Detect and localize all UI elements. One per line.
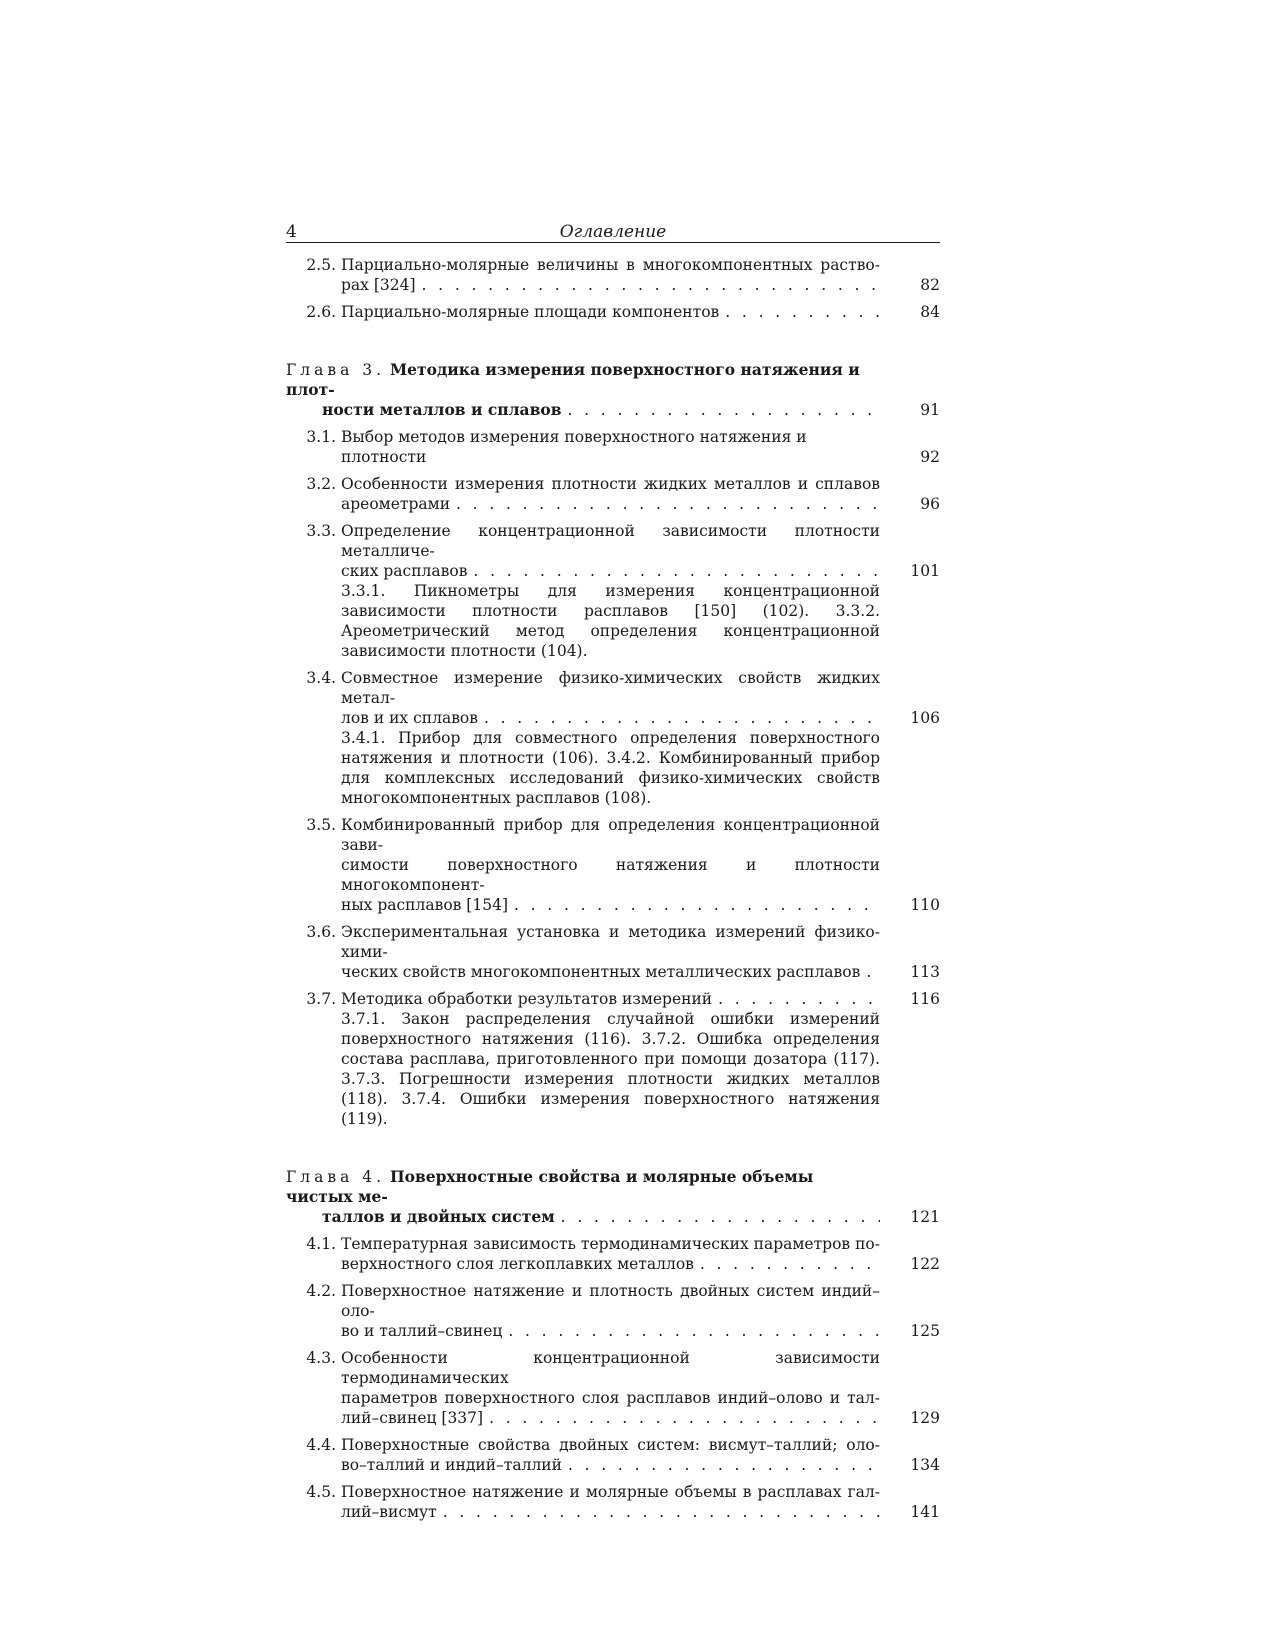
chapter-title-line [286,360,880,400]
entry-leader [341,1321,880,1341]
toc-entry [286,427,940,467]
entry-body [341,668,940,728]
entry-body [341,989,940,1009]
chapter-label: Глава 3. [286,361,386,379]
entry-body [341,1234,940,1274]
toc-entry [286,302,940,322]
entry-text: верхностного слоя легкоплавких металлов [341,1255,694,1273]
toc-entry [286,1234,940,1274]
entry-row [341,275,940,295]
chapter-title: Поверхностные свойства и молярные объемы чистых ме- [286,1167,814,1206]
toc-entry-line [286,1348,940,1428]
entry-title-line: Экспериментальная установка и методика измерений физико-хими- [341,923,880,961]
toc-entry [286,1482,940,1522]
entry-text: лов и их сплавов [341,709,478,727]
entry-page: 96 [920,495,940,513]
entry-page: 141 [910,1503,940,1521]
entry-page: 134 [910,1456,940,1474]
entry-text: ческих свойств многокомпонентных металлических расплавов [341,963,861,981]
entry-text: ных расплавов [154] [341,896,508,914]
entry-single-row [341,427,940,467]
entry-page: 129 [910,1409,940,1427]
entry-number: 4.5. [306,1483,336,1501]
entry-page: 116 [910,990,940,1008]
entry-subsections: 3.3.1. Пикнометры для измерения концентрационной зависимости плотности расплавов [150] (102). 3.3.2. Ареометрический метод определения концентрационной зависимости плотности (104). [341,582,880,660]
entry-title-line: Температурная зависимость термодинамических параметров по- [341,1235,880,1253]
toc-entry [286,521,940,661]
toc-entry-line [286,474,940,514]
entry-number: 3.4. [306,669,336,687]
dot-leader [567,400,880,420]
entry-page: 113 [910,963,940,981]
toc-entry-line [286,255,940,295]
entry-page: 92 [920,448,940,466]
entry-row [341,895,940,915]
entry-text: Парциально-молярные площади компонентов [341,303,720,321]
toc-page [286,214,940,1522]
entry-leader [341,1502,880,1522]
toc-entry [286,255,940,295]
dot-leader [456,494,880,514]
chapter-heading [286,1167,940,1227]
toc-entry [286,1348,940,1428]
entry-row [341,494,940,514]
entry-title: Выбор методов измерения поверхностного натяжения и плотности [341,428,807,466]
toc-entry [286,1281,940,1341]
entry-title-line: Определение концентрационной зависимости плотности металличе- [341,522,880,560]
entry-title-line: Особенности концентрационной зависимости термодинамических [341,1349,880,1387]
entry-leader [341,302,880,322]
dot-leader [473,561,880,581]
entry-number: 2.5. [306,256,336,274]
entry-leader [341,1254,880,1274]
entry-row [341,962,940,982]
entry-title-line: Поверхностные свойства двойных систем: висмут–таллий; оло- [341,1436,880,1454]
entry-row [341,561,940,581]
entry-body [341,922,940,982]
toc-entry-line [286,668,940,728]
entry-body [341,302,940,322]
dot-leader [443,1502,880,1522]
entry-leader [341,1455,880,1475]
entry-page: 106 [910,709,940,727]
entry-row [341,302,940,322]
chapter-row [286,400,940,420]
entry-title-line: Поверхностное натяжение и плотность двойных систем индий–оло- [341,1282,880,1320]
entry-body [341,427,940,467]
chapter-leader [286,400,880,420]
entry-page: 82 [920,276,940,294]
entry-leader [341,708,880,728]
entry-body [341,1348,940,1428]
entry-leader [341,561,880,581]
toc-entry-line [286,302,940,322]
entry-number: 3.6. [306,923,336,941]
chapter-text: ности металлов и сплавов [322,400,562,419]
entry-row [341,1502,940,1522]
dot-leader [725,302,880,322]
entry-row [341,1455,940,1475]
entry-text: во–таллий и индий–таллий [341,1456,562,1474]
dot-leader [561,1207,880,1227]
running-header [286,214,940,243]
entry-body [341,1482,940,1522]
entry-number: 3.2. [306,475,336,493]
entry-page: 122 [910,1255,940,1273]
chapter-page: 121 [910,1208,940,1226]
chapter-label: Глава 4. [286,1168,386,1186]
entry-title-line: параметров поверхностного слоя расплавов индий–олово и тал- [341,1389,880,1407]
entry-number: 4.2. [306,1282,336,1300]
entry-number: 4.3. [306,1349,336,1367]
entry-number: 3.5. [306,816,336,834]
entry-page: 101 [910,562,940,580]
toc-entry [286,815,940,915]
entry-row [341,1408,940,1428]
toc-entry-line [286,1281,940,1341]
toc-entry-line [286,521,940,581]
dot-leader [422,275,880,295]
entry-text: лий–свинец [337] [341,1409,484,1427]
table-of-contents [286,255,940,1522]
entry-title-line: Комбинированный прибор для определения концентрационной зави- [341,816,880,854]
entry-number: 3.3. [306,522,336,540]
toc-entry-line [286,815,940,915]
dot-leader [718,989,880,1009]
entry-text: Методика обработки результатов измерений [341,990,713,1008]
entry-leader [341,494,880,514]
entry-number: 4.1. [306,1235,336,1253]
entry-title-line: Особенности измерения плотности жидких металлов и сплавов [341,475,880,493]
entry-text: лий–висмут [341,1503,437,1521]
chapter-title-line [286,1167,880,1207]
entry-title-line: Поверхностное натяжение и молярные объемы в расплавах гал- [341,1483,880,1501]
chapter-heading [286,360,940,420]
entry-leader [341,275,880,295]
entry-number: 3.1. [306,428,336,446]
entry-body [341,521,940,581]
chapter-title: Методика измерения поверхностного натяжения и плот- [286,360,860,399]
page-number: 4 [286,222,297,242]
dot-leader [489,1408,880,1428]
running-title: Оглавление [559,222,667,242]
entry-body [341,474,940,514]
toc-entry-line [286,1234,940,1274]
toc-entry [286,1435,940,1475]
toc-entry [286,922,940,982]
entry-number: 2.6. [306,303,336,321]
toc-entry-line [286,427,940,467]
entry-body [341,1281,940,1341]
entry-row [341,1321,940,1341]
dot-leader [514,895,880,915]
entry-number: 3.7. [306,990,336,1008]
dot-leader [568,1455,880,1475]
chapter-leader [286,1207,880,1227]
entry-row [341,989,940,1009]
entry-title-line: симости поверхностного натяжения и плотности многокомпонент- [341,856,880,894]
entry-text: во и таллий–свинец [341,1322,503,1340]
entry-leader [341,1408,880,1428]
chapter-page: 91 [920,401,940,419]
chapter-text: таллов и двойных систем [322,1207,555,1226]
entry-row [341,1254,940,1274]
toc-entry-line [286,922,940,982]
entry-title-line: Парциально-молярные величины в многокомпонентных раство- [341,256,880,274]
entry-body [341,815,940,915]
entry-number: 4.4. [306,1436,336,1454]
entry-row [341,708,940,728]
toc-entry [286,989,940,1129]
entry-page: 125 [910,1322,940,1340]
entry-leader [341,989,880,1009]
dot-leader [484,708,880,728]
entry-subsections: 3.4.1. Прибор для совместного определения поверхностного натяжения и плотности (106). 3.4.2. Комбинированный прибор для комплексных исследований физико-химических свойств многокомпонентных расплавов (108). [341,729,880,807]
entry-leader [341,895,880,915]
dot-leader [866,962,880,982]
toc-entry [286,474,940,514]
dot-leader [700,1254,880,1274]
entry-leader [341,962,880,982]
entry-title-line: Совместное измерение физико-химических свойств жидких метал- [341,669,880,707]
entry-subsections: 3.7.1. Закон распределения случайной ошибки измерений поверхностного натяжения (116). 3.7.2. Ошибка определения состава расплава, приготовленного при помощи дозатора (117). 3.7.3. Погрешности измерения плотности жидких металлов (118). 3.7.4. Ошибки измерения поверхностного натяжения (119). [341,1010,880,1128]
entry-text: рах [324] [341,276,416,294]
entry-body [341,1435,940,1475]
entry-page: 110 [910,896,940,914]
toc-entry-line [286,1435,940,1475]
entry-body [341,255,940,295]
chapter-row [286,1207,940,1227]
entry-page: 84 [920,303,940,321]
toc-entry-line [286,1482,940,1522]
entry-text: ареометрами [341,495,451,513]
toc-entry-line [286,989,940,1009]
dot-leader [508,1321,880,1341]
entry-text: ских расплавов [341,562,468,580]
toc-entry [286,668,940,808]
